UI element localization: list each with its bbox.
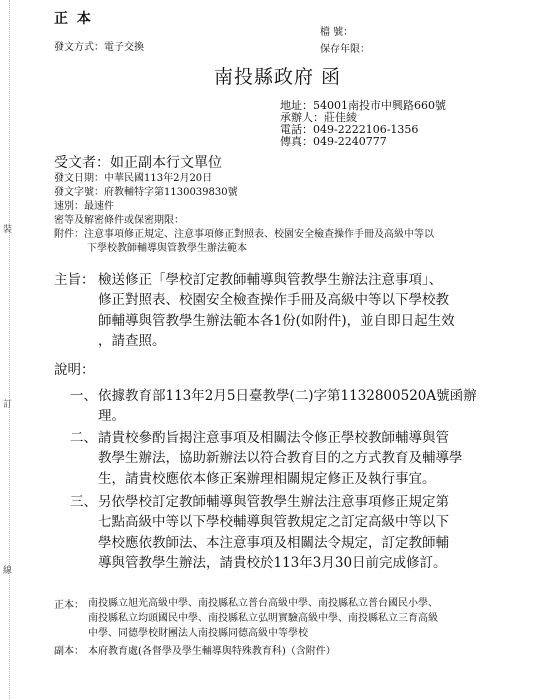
explanation-item-1 <box>98 386 477 427</box>
meta-block <box>54 172 434 256</box>
speed-class: 速別：最速件 <box>54 201 114 212</box>
explanation-item-3 <box>98 492 449 573</box>
explanation-line: 理。 <box>98 408 125 425</box>
explanation-line: 學校應依教師法、本注意事項及相關法令規定，訂定教師輔 <box>98 534 449 551</box>
recipient-line: 中學、同德學校財團法人南投縣同德高級中等學校 <box>88 628 308 639</box>
subject-label: 主旨： <box>54 272 95 288</box>
subject-line: 檢送修正「學校訂定教師輔導與管教學生辦法注意事項」、 <box>98 272 443 288</box>
explanation-line: 七點高級中等以下學校輔導與管教規定之訂定高級中等以下 <box>98 514 449 531</box>
explanation-line: 另依學校訂定教師輔導與管教學生辦法注意事項修正規定第 <box>98 494 449 510</box>
binding-line <box>9 0 10 700</box>
explanation-line: 依據教育部113年2月5日臺教學(二)字第1132800520A號函辦 <box>98 388 477 404</box>
phone: 電話：049-2222106-1356 <box>280 123 419 136</box>
contact-block <box>280 100 446 148</box>
subject-line: 修正對照表、校園安全檢查操作手冊及高級中等以下學校教 <box>98 292 449 309</box>
subject-line: 師輔導與管教學生辦法範本各1份(如附件)，並自即日起生效 <box>98 312 455 329</box>
explanation-line: 導與管教學生辦法，請貴校於113年3月30日前完成修訂。 <box>98 554 447 571</box>
explanation-item-2 <box>98 428 463 489</box>
address: 地址：54001南投市中興路660號 <box>280 99 446 112</box>
item-number: 三、 <box>70 494 97 510</box>
explanation-line: 請貴校參酌旨揭注意事項及相關法令修正學校教師輔導與管 <box>98 430 449 446</box>
send-method: 發文方式：電子交換 <box>54 42 144 53</box>
explanation-line: 教學生辦法，協助新辦法以符合教育目的之方式教育及輔導學 <box>98 450 463 467</box>
binding-mark-xian: 線 <box>3 566 13 576</box>
fax: 傳真：049-2240777 <box>280 135 387 148</box>
attachment-line-1: 附件：注意事項修正規定、注意事項修正對照表、校園安全檢查操作手冊及高級中等以 <box>54 229 434 240</box>
copy-recipients: 本府教育處(各督學及學生輔導與特殊教育科)（含附件） <box>88 646 336 657</box>
copy-recipients-label: 副本： <box>54 646 84 657</box>
explanation-line: 生，請貴校應依本修正案辦理相關規定修正及執行事宜。 <box>98 470 436 487</box>
issue-date: 發文日期：中華民國113年2月20日 <box>54 173 213 184</box>
document-number: 發文字號：府教輔特字第1130039830號 <box>54 187 238 198</box>
subject-line: ，請查照。 <box>98 332 166 349</box>
handler: 承辦人：莊佳綾 <box>280 111 357 124</box>
file-number-label: 檔 號： <box>320 27 354 38</box>
explanation-label: 說明： <box>54 362 95 378</box>
recipient: 受文者：如正副本行文單位 <box>54 155 222 171</box>
binding-mark-zhuang: 裝 <box>3 225 13 235</box>
attachment-line-2: 下學校教師輔導與管教學生辦法範本 <box>87 243 247 254</box>
recipient-line: 南投縣私立均頭國民中學、南投縣私立弘明實驗高級中學、南投縣私立三育高級 <box>88 613 438 624</box>
document-title: 南投縣政府 函 <box>214 66 342 88</box>
item-number: 一、 <box>70 388 97 404</box>
subject-body <box>98 270 455 351</box>
original-recipients <box>88 596 438 641</box>
item-number: 二、 <box>70 430 97 446</box>
original-recipients-label: 正本： <box>54 600 84 611</box>
recipient-line: 南投縣立旭光高級中學、南投縣私立普台高級中學、南投縣私立普台國民小學、 <box>88 598 438 609</box>
binding-mark-ding: 訂 <box>3 400 13 410</box>
retention-period-label: 保存年限： <box>320 44 370 55</box>
original-copy-label: 正 本 <box>54 11 93 27</box>
secrecy-level: 密等及解密條件或保密期限： <box>54 215 184 226</box>
